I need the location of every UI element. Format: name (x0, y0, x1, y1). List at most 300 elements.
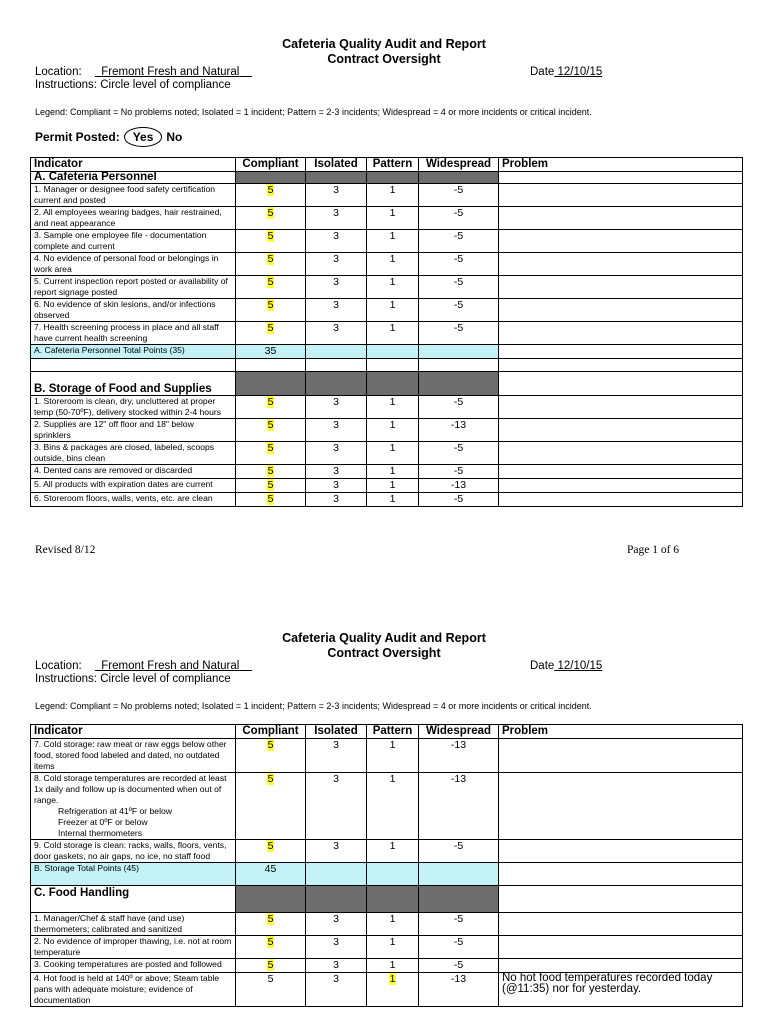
isolated-cell (306, 276, 367, 299)
isolated-cell (306, 973, 367, 1007)
indicator-cell (31, 493, 236, 507)
isolated-cell (306, 479, 367, 493)
pattern-cell (367, 913, 419, 936)
isolated-score: 3 (333, 419, 339, 431)
pattern-cell (367, 959, 419, 973)
indicator-text: 7. Cold storage: raw meat or raw eggs below other food, stored food labeled and dated, no outdated items (34, 739, 227, 771)
table-row (31, 739, 743, 773)
pattern-cell (367, 322, 419, 345)
indicator-text: 2. No evidence of improper thawing, i.e. not at room temperature (34, 936, 232, 957)
isolated-score: 3 (333, 299, 339, 311)
page-subtitle: Contract Oversight (327, 646, 441, 660)
table-row (31, 442, 743, 465)
pattern-cell (367, 973, 419, 1007)
isolated-cell (306, 493, 367, 507)
location-label: Location: (35, 660, 82, 672)
indicator-cell (31, 913, 236, 936)
compliant-score: 5 (267, 973, 274, 985)
problem-cell (499, 773, 743, 840)
pattern-cell (367, 253, 419, 276)
isolated-score: 3 (333, 322, 339, 334)
col-isolated: Isolated (306, 725, 367, 739)
page-title: Cafeteria Quality Audit and Report (282, 631, 486, 645)
widespread-cell (419, 419, 499, 442)
indicator-text: 8. Cold storage temperatures are recorded at least 1x daily and follow up is documented when out of range. (34, 773, 227, 805)
indicator-text: 5. Current inspection report posted or availability of report signage posted (34, 276, 228, 297)
indicator-cell (31, 959, 236, 973)
compliant-score: 5 (267, 253, 274, 265)
pattern-cell (367, 207, 419, 230)
permit-no: No (166, 130, 183, 144)
indicator-text: 2. All employees wearing badges, hair restrained, and neat appearance (34, 207, 222, 228)
widespread-score: -5 (453, 299, 464, 311)
instructions-line (35, 673, 231, 685)
total-value: 45 (236, 863, 306, 886)
indicator-text: 3. Cooking temperatures are posted and followed (34, 959, 222, 969)
compliant-cell (236, 936, 306, 959)
table-row (31, 465, 743, 479)
widespread-score: -13 (450, 479, 467, 491)
widespread-score: -5 (453, 396, 464, 408)
pattern-score: 1 (389, 479, 396, 491)
isolated-score: 3 (333, 465, 339, 477)
table-row (31, 773, 743, 840)
widespread-cell (419, 465, 499, 479)
section-title: B. Storage of Food and Supplies (31, 372, 236, 396)
table-row (31, 184, 743, 207)
compliant-cell (236, 442, 306, 465)
widespread-score: -5 (453, 493, 464, 505)
isolated-cell (306, 936, 367, 959)
indicator-cell (31, 299, 236, 322)
indicator-cell (31, 973, 236, 1007)
table-row (31, 230, 743, 253)
isolated-score: 3 (333, 936, 339, 948)
pattern-score: 1 (389, 442, 396, 454)
problem-cell (499, 419, 743, 442)
indicator-cell (31, 773, 236, 840)
page-title: Cafeteria Quality Audit and Report (282, 37, 486, 51)
indicator-cell (31, 479, 236, 493)
pattern-cell (367, 442, 419, 465)
instructions-label: Instructions: (35, 673, 97, 685)
isolated-cell (306, 739, 367, 773)
location-value: Fremont Fresh and Natural (101, 66, 240, 78)
pattern-score: 1 (389, 253, 396, 265)
compliant-cell (236, 973, 306, 1007)
pattern-score: 1 (389, 276, 396, 288)
compliant-score: 5 (267, 184, 274, 196)
indicator-cell (31, 230, 236, 253)
widespread-cell (419, 840, 499, 863)
indicator-text: 7. Health screening process in place and all staff have current health screening (34, 322, 219, 343)
widespread-score: -5 (453, 913, 464, 925)
isolated-cell (306, 322, 367, 345)
compliant-score: 5 (267, 936, 274, 948)
pattern-score: 1 (389, 936, 396, 948)
widespread-cell (419, 184, 499, 207)
widespread-cell (419, 493, 499, 507)
indicator-text: 6. Storeroom floors, walls, vents, etc. are clean (34, 493, 213, 503)
compliant-score: 5 (267, 959, 274, 971)
isolated-cell (306, 913, 367, 936)
compliant-cell (236, 840, 306, 863)
legend: Legend: Compliant = No problems noted; Isolated = 1 incident; Pattern = 2-3 incidents; Widespread = 4 or more incidents or critical incident. (35, 107, 592, 117)
problem-cell (499, 276, 743, 299)
problem-cell (499, 253, 743, 276)
compliant-score: 5 (267, 322, 274, 334)
col-problem: Problem (499, 158, 743, 172)
table-row (31, 299, 743, 322)
pattern-cell (367, 739, 419, 773)
compliant-score: 5 (267, 913, 274, 925)
isolated-cell (306, 184, 367, 207)
problem-cell (499, 184, 743, 207)
widespread-cell (419, 396, 499, 419)
table-row (31, 493, 743, 507)
compliant-cell (236, 253, 306, 276)
problem-cell (499, 322, 743, 345)
pattern-cell (367, 773, 419, 840)
table-row (31, 322, 743, 345)
compliant-score: 5 (267, 840, 274, 852)
compliant-cell (236, 276, 306, 299)
compliant-score: 5 (267, 739, 274, 751)
compliant-cell (236, 230, 306, 253)
isolated-score: 3 (333, 230, 339, 242)
compliant-score: 5 (267, 230, 274, 242)
isolated-score: 3 (333, 479, 339, 491)
table-row (31, 396, 743, 419)
compliant-score: 5 (267, 493, 274, 505)
indicator-cell (31, 465, 236, 479)
col-pattern: Pattern (367, 158, 419, 172)
table-header-row (31, 725, 743, 739)
compliant-cell (236, 959, 306, 973)
audit-table-page-2 (30, 724, 743, 1007)
isolated-cell (306, 465, 367, 479)
col-compliant: Compliant (236, 725, 306, 739)
table-header-row (31, 158, 743, 172)
widespread-cell (419, 442, 499, 465)
permit-posted (35, 127, 182, 147)
indicator-subitem: Refrigeration at 41ºF or below (58, 806, 172, 816)
section-b-total-row (31, 863, 743, 886)
pattern-score: 1 (389, 959, 396, 971)
permit-label: Permit Posted: (35, 130, 120, 144)
isolated-score: 3 (333, 773, 339, 785)
compliant-cell (236, 493, 306, 507)
legend: Legend: Compliant = No problems noted; Isolated = 1 incident; Pattern = 2-3 incidents; Widespread = 4 or more incidents or critical incident. (35, 701, 592, 711)
pattern-cell (367, 936, 419, 959)
indicator-cell (31, 396, 236, 419)
table-row (31, 973, 743, 1007)
isolated-cell (306, 253, 367, 276)
compliant-cell (236, 465, 306, 479)
indicator-text: 4. Dented cans are removed or discarded (34, 465, 193, 475)
problem-cell (499, 465, 743, 479)
widespread-score: -5 (453, 840, 464, 852)
table-row (31, 207, 743, 230)
isolated-cell (306, 442, 367, 465)
col-problem: Problem (499, 725, 743, 739)
compliant-cell (236, 184, 306, 207)
date-value: 12/10/15 (557, 660, 603, 672)
col-indicator: Indicator (31, 158, 236, 172)
problem-cell (499, 493, 743, 507)
isolated-cell (306, 396, 367, 419)
widespread-cell (419, 936, 499, 959)
compliant-score: 5 (267, 299, 274, 311)
isolated-score: 3 (333, 493, 339, 505)
location-line (35, 66, 252, 78)
problem-cell (499, 207, 743, 230)
widespread-score: -5 (453, 465, 464, 477)
section-a-header (31, 172, 743, 184)
isolated-cell (306, 207, 367, 230)
indicator-cell (31, 253, 236, 276)
section-b-header (31, 372, 743, 396)
pattern-score: 1 (389, 184, 396, 196)
indicator-cell (31, 840, 236, 863)
table-row (31, 253, 743, 276)
problem-cell (499, 299, 743, 322)
compliant-score: 5 (267, 773, 274, 785)
indicator-subitem: Internal thermometers (58, 828, 143, 838)
indicator-text: 4. No evidence of personal food or belongings in work area (34, 253, 219, 274)
indicator-cell (31, 207, 236, 230)
table-row (31, 840, 743, 863)
widespread-score: -5 (453, 230, 464, 242)
audit-table-page-1 (30, 157, 743, 507)
pattern-score: 1 (389, 913, 396, 925)
widespread-score: -5 (453, 276, 464, 288)
date-line (530, 66, 602, 78)
pattern-cell (367, 396, 419, 419)
indicator-text: 1. Manager/Chef & staff have (and use) thermometers; calibrated and sanitized (34, 913, 185, 934)
indicator-text: 5. All products with expiration dates are current (34, 479, 213, 489)
section-a-total-row (31, 345, 743, 359)
pattern-cell (367, 419, 419, 442)
isolated-score: 3 (333, 207, 339, 219)
col-widespread: Widespread (419, 725, 499, 739)
isolated-score: 3 (333, 276, 339, 288)
widespread-score: -13 (450, 773, 467, 785)
isolated-cell (306, 299, 367, 322)
isolated-score: 3 (333, 396, 339, 408)
indicator-text: 1. Manager or designee food safety certification current and posted (34, 184, 216, 205)
widespread-cell (419, 973, 499, 1007)
instructions-value: Circle level of compliance (100, 79, 231, 91)
widespread-cell (419, 913, 499, 936)
widespread-score: -5 (453, 253, 464, 265)
indicator-subitem: Freezer at 0ºF or below (58, 817, 148, 827)
pattern-cell (367, 276, 419, 299)
section-title: A. Cafeteria Personnel (31, 172, 236, 184)
problem-cell (499, 396, 743, 419)
compliant-score: 5 (267, 479, 274, 491)
indicator-cell (31, 442, 236, 465)
compliant-score: 5 (267, 442, 274, 454)
isolated-score: 3 (333, 973, 339, 985)
widespread-cell (419, 322, 499, 345)
widespread-score: -5 (453, 322, 464, 334)
compliant-score: 5 (267, 465, 274, 477)
permit-yes-circled: Yes (124, 127, 163, 147)
location-value: Fremont Fresh and Natural (101, 660, 240, 672)
col-isolated: Isolated (306, 158, 367, 172)
table-row (31, 419, 743, 442)
widespread-cell (419, 299, 499, 322)
widespread-score: -13 (450, 973, 467, 985)
compliant-cell (236, 773, 306, 840)
indicator-cell (31, 936, 236, 959)
isolated-score: 3 (333, 739, 339, 751)
compliant-cell (236, 419, 306, 442)
indicator-text: 4. Hot food is held at 140º or above; Steam table pans with adequate moisture; evidence of documentation (34, 973, 220, 1005)
widespread-cell (419, 253, 499, 276)
indicator-cell (31, 322, 236, 345)
compliant-cell (236, 913, 306, 936)
isolated-cell (306, 959, 367, 973)
pattern-cell (367, 479, 419, 493)
widespread-score: -13 (450, 419, 467, 431)
isolated-cell (306, 773, 367, 840)
isolated-cell (306, 230, 367, 253)
problem-cell: No hot food temperatures recorded today (@11:35) nor for yesterday. (499, 973, 743, 1007)
widespread-cell (419, 773, 499, 840)
pattern-score: 1 (389, 773, 396, 785)
pattern-score: 1 (389, 322, 396, 334)
pattern-score: 1 (389, 299, 396, 311)
isolated-score: 3 (333, 184, 339, 196)
indicator-cell (31, 184, 236, 207)
date-label: Date (530, 66, 555, 78)
widespread-cell (419, 959, 499, 973)
date-label: Date (530, 660, 555, 672)
section-title: C. Food Handling (31, 886, 236, 913)
col-pattern: Pattern (367, 725, 419, 739)
compliant-cell (236, 739, 306, 773)
pattern-cell (367, 299, 419, 322)
location-label: Location: (35, 66, 82, 78)
isolated-score: 3 (333, 840, 339, 852)
indicator-text: 6. No evidence of skin lesions, and/or infections observed (34, 299, 216, 320)
pattern-score: 1 (389, 840, 396, 852)
problem-cell (499, 442, 743, 465)
col-compliant: Compliant (236, 158, 306, 172)
pattern-score: 1 (389, 739, 396, 751)
indicator-text: 9. Cold storage is clean: racks, walls, floors, vents, door gaskets, no air gaps, no ice, no staff food (34, 840, 227, 861)
widespread-score: -13 (450, 739, 467, 751)
pattern-cell (367, 230, 419, 253)
widespread-cell (419, 276, 499, 299)
total-label: B. Storage Total Points (45) (31, 863, 236, 886)
instructions-line (35, 79, 231, 91)
total-label: A. Cafeteria Personnel Total Points (35) (31, 345, 236, 359)
isolated-cell (306, 840, 367, 863)
date-line (530, 660, 602, 672)
widespread-score: -5 (453, 959, 464, 971)
spacer-row (31, 359, 743, 372)
table-row (31, 936, 743, 959)
compliant-score: 5 (267, 207, 274, 219)
footer-page-number: Page 1 of 6 (627, 544, 680, 556)
compliant-score: 5 (267, 419, 274, 431)
widespread-score: -5 (453, 442, 464, 454)
isolated-score: 3 (333, 253, 339, 265)
widespread-cell (419, 207, 499, 230)
footer-revised: Revised 8/12 (35, 544, 96, 556)
problem-cell (499, 479, 743, 493)
pattern-score: 1 (389, 419, 396, 431)
pattern-score: 1 (389, 230, 396, 242)
date-value: 12/10/15 (557, 66, 603, 78)
indicator-cell (31, 419, 236, 442)
compliant-score: 5 (267, 276, 274, 288)
table-row (31, 959, 743, 973)
table-row (31, 913, 743, 936)
pattern-cell (367, 465, 419, 479)
indicator-cell (31, 276, 236, 299)
problem-cell (499, 913, 743, 936)
compliant-cell (236, 396, 306, 419)
problem-cell (499, 840, 743, 863)
widespread-cell (419, 739, 499, 773)
indicator-text: 3. Bins & packages are closed, labeled, scoops outside, bins clean (34, 442, 215, 463)
widespread-score: -5 (453, 936, 464, 948)
widespread-cell (419, 230, 499, 253)
compliant-cell (236, 207, 306, 230)
col-widespread: Widespread (419, 158, 499, 172)
problem-cell (499, 959, 743, 973)
indicator-text: 1. Storeroom is clean, dry, uncluttered at proper temp (50-70ºF), delivery stocked within 2-4 hours (34, 396, 222, 417)
isolated-score: 3 (333, 442, 339, 454)
compliant-score: 5 (267, 396, 274, 408)
compliant-cell (236, 479, 306, 493)
compliant-cell (236, 299, 306, 322)
instructions-value: Circle level of compliance (100, 673, 231, 685)
indicator-text: 3. Sample one employee file - documentation complete and current (34, 230, 207, 251)
widespread-score: -5 (453, 184, 464, 196)
table-row (31, 276, 743, 299)
instructions-label: Instructions: (35, 79, 97, 91)
problem-cell (499, 936, 743, 959)
compliant-cell (236, 322, 306, 345)
pattern-cell (367, 184, 419, 207)
pattern-cell (367, 840, 419, 863)
problem-cell (499, 739, 743, 773)
isolated-score: 3 (333, 959, 339, 971)
section-c-header (31, 886, 743, 913)
widespread-cell (419, 479, 499, 493)
widespread-score: -5 (453, 207, 464, 219)
page-subtitle: Contract Oversight (327, 52, 441, 66)
pattern-score: 1 (389, 465, 396, 477)
total-value: 35 (236, 345, 306, 359)
pattern-score: 1 (389, 207, 396, 219)
indicator-text: 2. Supplies are 12" off floor and 18" below sprinklers (34, 419, 194, 440)
isolated-score: 3 (333, 913, 339, 925)
col-indicator: Indicator (31, 725, 236, 739)
pattern-score: 1 (389, 973, 396, 985)
pattern-score: 1 (389, 396, 396, 408)
indicator-cell (31, 739, 236, 773)
problem-cell (499, 230, 743, 253)
pattern-score: 1 (389, 493, 396, 505)
location-line (35, 660, 252, 672)
pattern-cell (367, 493, 419, 507)
